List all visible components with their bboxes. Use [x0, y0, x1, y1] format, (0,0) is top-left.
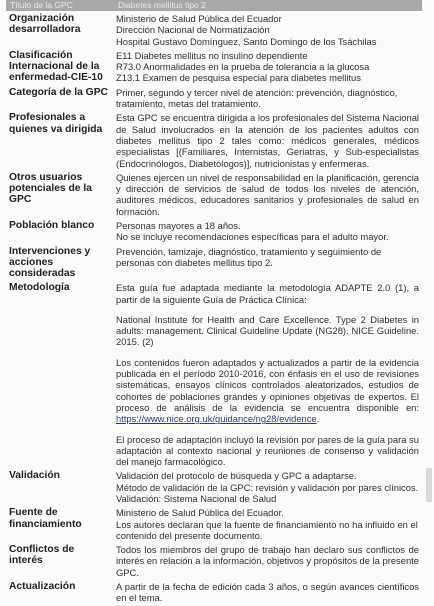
table-row [6, 86, 422, 112]
row-label-validacion: Validación [9, 470, 60, 482]
table-header [6, 0, 422, 11]
table-row [6, 543, 422, 580]
table-row [6, 245, 422, 282]
table-row [6, 171, 422, 219]
row-label-cie10: Clasificación Internacional de la enfermedad-CIE-10 [9, 49, 103, 84]
gpc-metadata-table [6, 12, 422, 606]
metodologia-para-2: National Institute for Health and Care Excellence. Type 2 Diabetes in adults: management. Clinical Guideline Update (NG28). NICE Guideline. 2015. (2) [116, 313, 419, 348]
table-row [6, 111, 422, 170]
row-value-categoria: Primer, segundo y tercer nivel de atención: prevención, diagnóstico, tratamiento, metas del tratamiento. [116, 86, 398, 110]
table-row [6, 469, 422, 506]
header-value-title: Diabetes mellitus tipo 2 [118, 0, 206, 10]
row-value-actualizacion: A partir de la fecha de edición cada 3 años, o según avances científicos en el tema. [116, 581, 419, 604]
row-value-financiamiento: Ministerio de Salud Pública del Ecuador. Los autores declaran que la fuente de financiamiento no ha influido en el contenido del presente documento. [116, 507, 418, 541]
row-label-profesionales: Profesionales a quienes va dirigida [9, 112, 103, 135]
nice-evidence-link[interactable]: https://www.nice.org.uk/guidance/ng28/evidence [116, 413, 317, 425]
row-value-metodologia [113, 281, 422, 469]
metodologia-para-4: El proceso de adaptación incluyó la revisión por pares de la guía para su adaptación al contexto nacional y reuniones de consenso y validación del manejo farmacológico. [116, 433, 419, 468]
metodologia-para-1: Esta guía fue adaptada mediante la metodología ADAPTE 2.0 (1), a partir de la siguiente Guía de Práctica Clínica: [116, 282, 419, 305]
row-label-otros-usuarios: Otros usuarios potenciales de la GPC [9, 171, 92, 206]
table-row [6, 12, 422, 49]
row-label-organizacion: Organización desarrolladora [9, 13, 81, 36]
row-label-intervenciones: Intervenciones y acciones consideradas [9, 245, 91, 280]
row-value-otros-usuarios: Quienes ejercen un nivel de responsabilidad en la planificación, gerencia y dirección de servicios de salud de todos los niveles de atención, auditores médicos, educadores sanitarios y profesionales de salud en formación. [116, 171, 419, 217]
table-row [6, 281, 422, 469]
row-label-categoria: Categoría de la GPC [9, 86, 108, 98]
row-value-poblacion: Personas mayores a 18 años. No se incluye recomendaciones específicas para el adulto mayor. [116, 220, 389, 243]
row-label-metodologia: Metodología [9, 282, 70, 294]
row-value-conflictos: Todos los miembros del grupo de trabajo han declaro sus conflictos de interés en relación a la información, objetivos y propósitos de la presente GPC. [116, 544, 419, 578]
table-row [6, 219, 422, 245]
scan-edge-mark [426, 468, 432, 502]
row-label-poblacion: Población blanco [9, 220, 95, 232]
table-row [6, 506, 422, 543]
table-row [6, 580, 422, 606]
row-label-financiamiento: Fuente de financiamiento [9, 507, 82, 530]
table-row [6, 49, 422, 86]
row-label-conflictos: Conflictos de interés [9, 544, 75, 567]
metodologia-para-3: Los contenidos fueron adaptados y actualizados a partir de la evidencia publicada en el período 2010-2016, con énfasis en el uso de revisiones sistemáticas, ensayos clínicos controlados aleatorizados, estudios de cohortes de poblaciones grandes y opiniones objetivas de expertos. El proceso de análisis de la evidencia se encuentra disponible en: https://www.nice.org.uk/guidance/ng28/evidence. [116, 356, 419, 425]
row-value-profesionales: Esta GPC se encuentra dirigida a los profesionales del Sistema Nacional de Salud involucrados en la atención de los pacientes adultos con diabetes mellitus tipo 2 tales como: médicos generales, médicos especialistas [(Familiares, Internistas, Geriatras, y Sub-especialistas (Endocrinólogos, Diabetólogos)], nutricionistas y enfermeras. [116, 112, 419, 169]
row-value-intervenciones: Prevención, tamizaje, diagnóstico, tratamiento y seguimiento de personas con diabetes mellitus tipo 2. [116, 245, 382, 268]
row-label-actualizacion: Actualización [9, 581, 76, 593]
header-label-title: Título de la GPC [10, 0, 73, 10]
row-value-cie10: E11 Diabetes mellitus no insulino dependiente R73.0 Anormalidades en la prueba de tolerancia a la glucosa Z13.1 Examen de pesquisa especial para diabetes mellitus [116, 49, 370, 84]
row-value-organizacion: Ministerio de Salud Pública del Ecuador Dirección Nacional de Normatización Hospital Gustavo Domínguez, Santo Domingo de los Tsáchilas [116, 13, 377, 47]
row-value-validacion: Validación del protocolo de búsqueda y GPC a adaptarse. Método de validación de la GPC: revisión y validación por pares clínicos. Validación: Sistema Nacional de Salud [116, 470, 419, 504]
